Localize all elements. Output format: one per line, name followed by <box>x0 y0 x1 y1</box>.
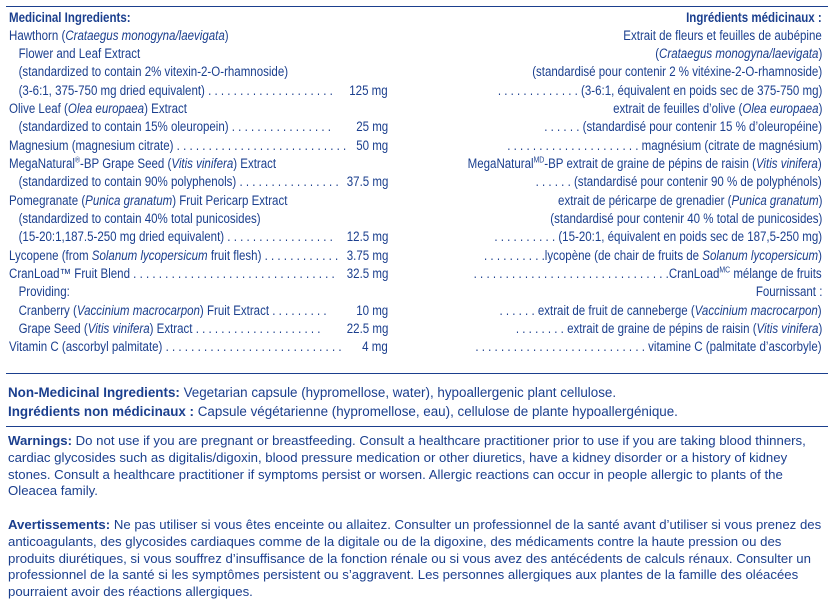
ingredient-fr-12: . . . . . . . . . .lycopène (de chair de fruits de Solanum lycopersicum) <box>484 247 822 263</box>
ingredient-fr-1: (Crataegus monogyna/laevigata) <box>654 45 822 61</box>
ingredient-dose-12: 3.75 mg <box>346 247 388 263</box>
warnings-en <box>8 433 828 500</box>
ingredient-fr-8: . . . . . . (standardisé pour contenir 90 % de polyphénols) <box>535 174 822 190</box>
top-rule <box>6 6 828 7</box>
ingredient-fr-9: extrait de péricarpe de grenadier (Punica granatum) <box>557 192 822 208</box>
non-medicinal-en-label: Non-Medicinal Ingredients: <box>8 385 180 400</box>
ingredient-en-9: Pomegranate (Punica granatum) Fruit Pericarp Extract <box>9 192 288 208</box>
warnings-fr <box>8 517 828 601</box>
warnings-fr-label: Avertissements: <box>8 517 111 532</box>
ingredient-dose-15: 10 mg <box>355 302 388 318</box>
ingredient-dose-11: 12.5 mg <box>346 229 388 245</box>
ingredient-fr-5: . . . . . . (standardisé pour contenir 15 % d’oleuropéine) <box>544 119 822 135</box>
ingredient-dose-16: 22.5 mg <box>346 321 388 337</box>
ingredient-en-3: (3-6:1, 375-750 mg dried equivalent) . . . . . . . . . . . . . . . . . . . . <box>9 82 333 98</box>
ingredient-en-15: Cranberry (Vaccinium macrocarpon) Fruit Extract . . . . . . . . . <box>9 302 327 318</box>
ingredient-en-14: Providing: <box>9 284 70 300</box>
ingredient-en-16: Grape Seed (Vitis vinifera) Extract . . . . . . . . . . . . . . . . . . . . <box>9 321 321 337</box>
warnings-fr-text: Ne pas utiliser si vous êtes enceinte ou allaitez. Consulter un professionnel de la santé avant d’utiliser si vous prenez des anticoagulants, des glycosides cardiaques comme de la digitale ou de la digoxine, des médicaments contre la haute pression ou des produits diurétiques, si vous souffrez d’insuffisance de la fonction rénale ou si vous avez des antécédents de calculs rénaux. Consulter un professionnel de la santé si les symptômes persistent ou s’aggravent. Les personnes allergiques aux plantes de la famille des oléacées pourraient avoir des réactions allergiques. <box>8 517 822 600</box>
ingredient-fr-6: . . . . . . . . . . . . . . . . . . . . . magnésium (citrate de magnésium) <box>507 137 822 153</box>
ingredient-en-6: Magnesium (magnesium citrate) . . . . . . . . . . . . . . . . . . . . . . . . . . . <box>9 137 347 153</box>
ingredient-en-13: CranLoad™ Fruit Blend . . . . . . . . . . . . . . . . . . . . . . . . . . . . . . . . <box>9 266 335 282</box>
warnings-en-text: Do not use if you are pregnant or breastfeeding. Consult a healthcare practitioner prior to use if you are taking blood thinners, cardiac glycosides such as digitalis/digoxin, blood pressure medication or other diuretics, have a kidney disorder or a history of kidney stones. Consult a healthcare practitioner if symptoms persist or worsen. Allergic reactions can occur in people allergic to plants of the Oleacea family. <box>8 433 806 499</box>
ingredient-en-1: Flower and Leaf Extract <box>9 45 141 61</box>
heading-en: Medicinal Ingredients: <box>9 10 131 25</box>
ingredient-dose-17: 4 mg <box>362 339 388 355</box>
ingredient-en-12: Lycopene (from Solanum lycopersicum fruit flesh) . . . . . . . . . . . . <box>9 247 339 263</box>
ingredient-en-0: Hawthorn (Crataegus monogyna/laevigata) <box>9 27 229 43</box>
ingredient-fr-17: . . . . . . . . . . . . . . . . . . . . . . . . . . . vitamine C (palmitate d’ascorbyle) <box>475 339 822 355</box>
ingredient-fr-15: . . . . . . extrait de fruit de canneberge (Vaccinium macrocarpon) <box>499 302 822 318</box>
ingredient-fr-3: . . . . . . . . . . . . . (3-6:1, équivalent en poids sec de 375-750 mg) <box>497 82 822 98</box>
heading-fr: Ingrédients médicinaux : <box>686 10 822 25</box>
non-medicinal-en-text: Vegetarian capsule (hypromellose, water), hypoallergenic plant cellulose. <box>183 385 617 400</box>
warnings-en-label: Warnings: <box>8 433 72 448</box>
non-medicinal-en <box>8 385 828 402</box>
ingredient-fr-10: (standardisé pour contenir 40 % total de punicosides) <box>549 211 822 226</box>
ingredient-fr-16: . . . . . . . . extrait de graine de pépins de raisin (Vitis vinifera) <box>515 321 822 337</box>
ingredient-fr-14: Fournissant : <box>755 284 822 300</box>
ingredient-dose-8: 37.5 mg <box>346 174 388 190</box>
ingredient-dose-13: 32.5 mg <box>346 266 388 282</box>
ingredient-en-8: (standardized to contain 90% polyphenols) . . . . . . . . . . . . . . . . <box>9 174 339 190</box>
ingredient-dose-5: 25 mg <box>355 119 388 135</box>
ingredients-bottom-rule <box>6 373 828 374</box>
ingredient-fr-2: (standardisé pour contenir 2 % vitéxine-2-O-rhamnoside) <box>532 64 822 80</box>
non-medicinal-fr-label: Ingrédients non médicinaux : <box>8 404 195 419</box>
ingredient-dose-6: 50 mg <box>355 137 388 153</box>
ingredient-dose-3: 125 mg <box>349 82 388 98</box>
ingredient-fr-0: Extrait de fleurs et feuilles de aubépine <box>623 27 822 43</box>
non-medicinal-fr <box>8 404 828 421</box>
ingredient-fr-4: extrait de feuilles d’olive (Olea europaea) <box>612 100 822 116</box>
ingredient-fr-13: . . . . . . . . . . . . . . . . . . . . . . . . . . . . . . .CranLoad$^{MC}$ mélange de fruits <box>473 265 822 282</box>
ingredient-en-17: Vitamin C (ascorbyl palmitate) . . . . . . . . . . . . . . . . . . . . . . . . . . . . <box>9 339 342 355</box>
ingredient-fr-11: . . . . . . . . . . (15-20:1, équivalent en poids sec de 187,5-250 mg) <box>494 229 822 245</box>
ingredient-en-11: (15-20:1,187.5-250 mg dried equivalent) . . . . . . . . . . . . . . . . . <box>9 229 333 245</box>
ingredient-en-7: MegaNatural®-BP Grape Seed (Vitis vinifera) Extract <box>9 155 277 171</box>
ingredient-fr-7: MegaNatural$^{MD}$-BP extrait de graine de pépins de raisin (Vitis vinifera) <box>467 155 822 171</box>
ingredient-en-10: (standardized to contain 40% total punicosides) <box>9 211 261 226</box>
ingredient-en-4: Olive Leaf (Olea europaea) Extract <box>9 100 187 116</box>
non-medicinal-fr-text: Capsule végétarienne (hypromellose, eau), cellulose de plante hypoallergénique. <box>197 404 678 419</box>
ingredient-en-5: (standardized to contain 15% oleuropein) . . . . . . . . . . . . . . . . <box>9 119 331 135</box>
nonmed-bottom-rule <box>6 426 828 427</box>
ingredient-en-2: (standardized to contain 2% vitexin-2-O-rhamnoside) <box>9 64 289 80</box>
